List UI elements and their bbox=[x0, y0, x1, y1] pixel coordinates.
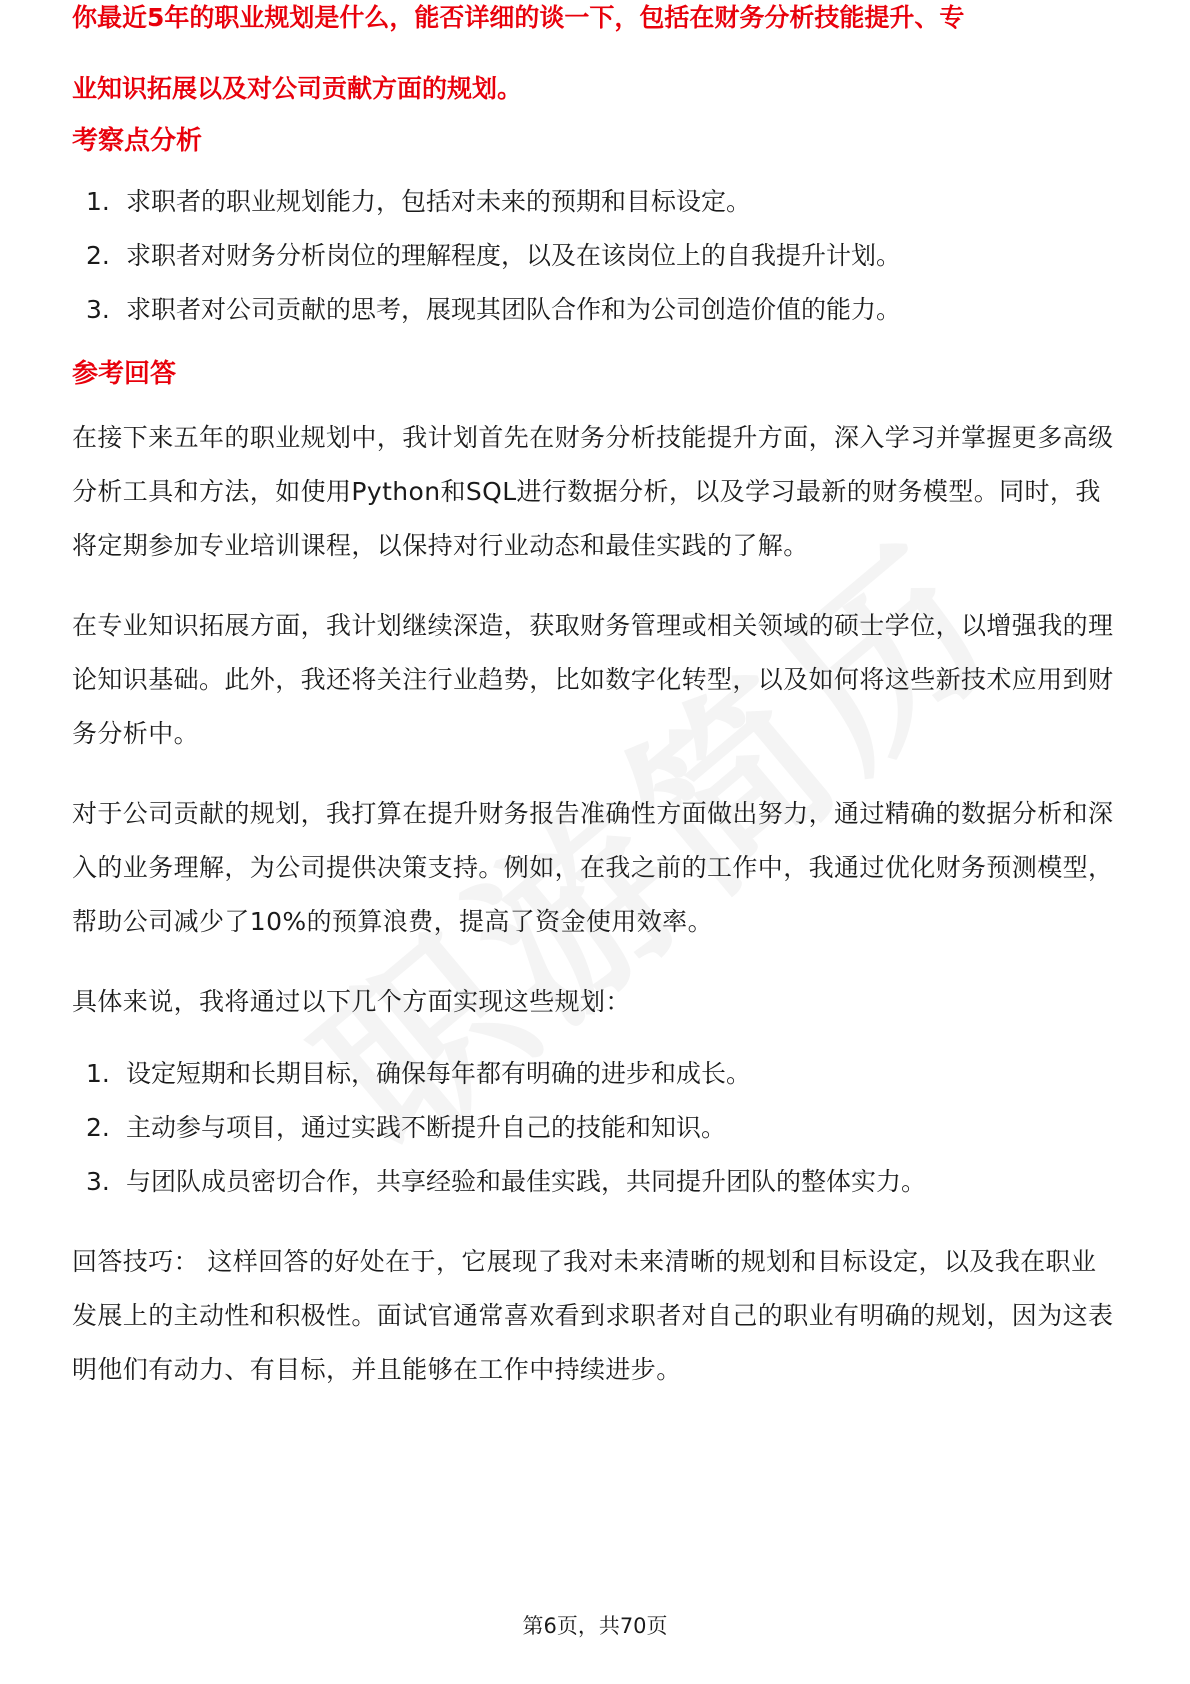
answer-paragraph-1: 在接下来五年的职业规划中，我计划首先在财务分析技能提升方面，深入学习并掌握更多高级分析工具和方法，如使用Python和SQL进行数据分析，以及学习最新的财务模型。同时，我将定期参加专业培训课程，以保持对行业动态和最佳实践的了解。 bbox=[72, 423, 1114, 560]
list-number: 3. bbox=[86, 295, 110, 324]
list-number: 2. bbox=[86, 1113, 110, 1142]
list-item bbox=[72, 283, 1118, 337]
list-number: 2. bbox=[86, 241, 110, 270]
answer-paragraph-2: 在专业知识拓展方面，我计划继续深造，获取财务管理或相关领域的硕士学位，以增强我的理论知识基础。此外，我还将关注行业趋势，比如数字化转型，以及如何将这些新技术应用到财务分析中。 bbox=[72, 611, 1114, 748]
answer-paragraph-4: 具体来说，我将通过以下几个方面实现这些规划： bbox=[72, 987, 631, 1016]
list-item-text: 主动参与项目，通过实践不断提升自己的技能和知识。 bbox=[126, 1113, 727, 1142]
answer-paragraph-3: 对于公司贡献的规划，我打算在提升财务报告准确性方面做出努力，通过精确的数据分析和深入的业务理解，为公司提供决策支持。例如，在我之前的工作中，我通过优化财务预测模型，帮助公司减少了10%的预算浪费，提高了资金使用效率。 bbox=[72, 799, 1114, 936]
question-line-cut bbox=[72, 3, 1118, 67]
question-partial-text: 你最近5年的职业规划是什么，能否详细的谈一下，包括在财务分析技能提升、专 bbox=[72, 3, 965, 32]
answer-tips: 回答技巧： 这样回答的好处在于，它展现了我对未来清晰的规划和目标设定，以及我在职业发展上的主动性和积极性。面试官通常喜欢看到求职者对自己的职业有明确的规划，因为这表明他们有动力、有目标，并且能够在工作中持续进步。 bbox=[72, 1247, 1114, 1384]
list-item-text: 求职者对财务分析岗位的理解程度，以及在该岗位上的自我提升计划。 bbox=[126, 241, 902, 270]
section-title-reference-answer: 参考回答 bbox=[72, 359, 177, 389]
list-item-text: 求职者的职业规划能力，包括对未来的预期和目标设定。 bbox=[126, 187, 752, 216]
list-item bbox=[72, 1101, 1118, 1155]
list-number: 1. bbox=[86, 187, 110, 216]
list-item-text: 求职者对公司贡献的思考，展现其团队合作和为公司创造价值的能力。 bbox=[126, 295, 902, 324]
analysis-list bbox=[72, 175, 1118, 337]
list-item bbox=[72, 229, 1118, 283]
list-item bbox=[72, 1047, 1118, 1101]
list-number: 1. bbox=[86, 1059, 110, 1088]
page-footer: 第6页，共70页 bbox=[522, 1614, 668, 1638]
question-text: 业知识拓展以及对公司贡献方面的规划。 bbox=[72, 74, 523, 103]
list-item bbox=[72, 1155, 1118, 1209]
list-number: 3. bbox=[86, 1167, 110, 1196]
list-item-text: 设定短期和长期目标，确保每年都有明确的进步和成长。 bbox=[126, 1059, 752, 1088]
section-title-analysis: 考察点分析 bbox=[72, 126, 203, 156]
list-item-text: 与团队成员密切合作，共享经验和最佳实践，共同提升团队的整体实力。 bbox=[126, 1167, 927, 1196]
document-content bbox=[72, 3, 1118, 1397]
list-item bbox=[72, 175, 1118, 229]
plan-list bbox=[72, 1047, 1118, 1209]
